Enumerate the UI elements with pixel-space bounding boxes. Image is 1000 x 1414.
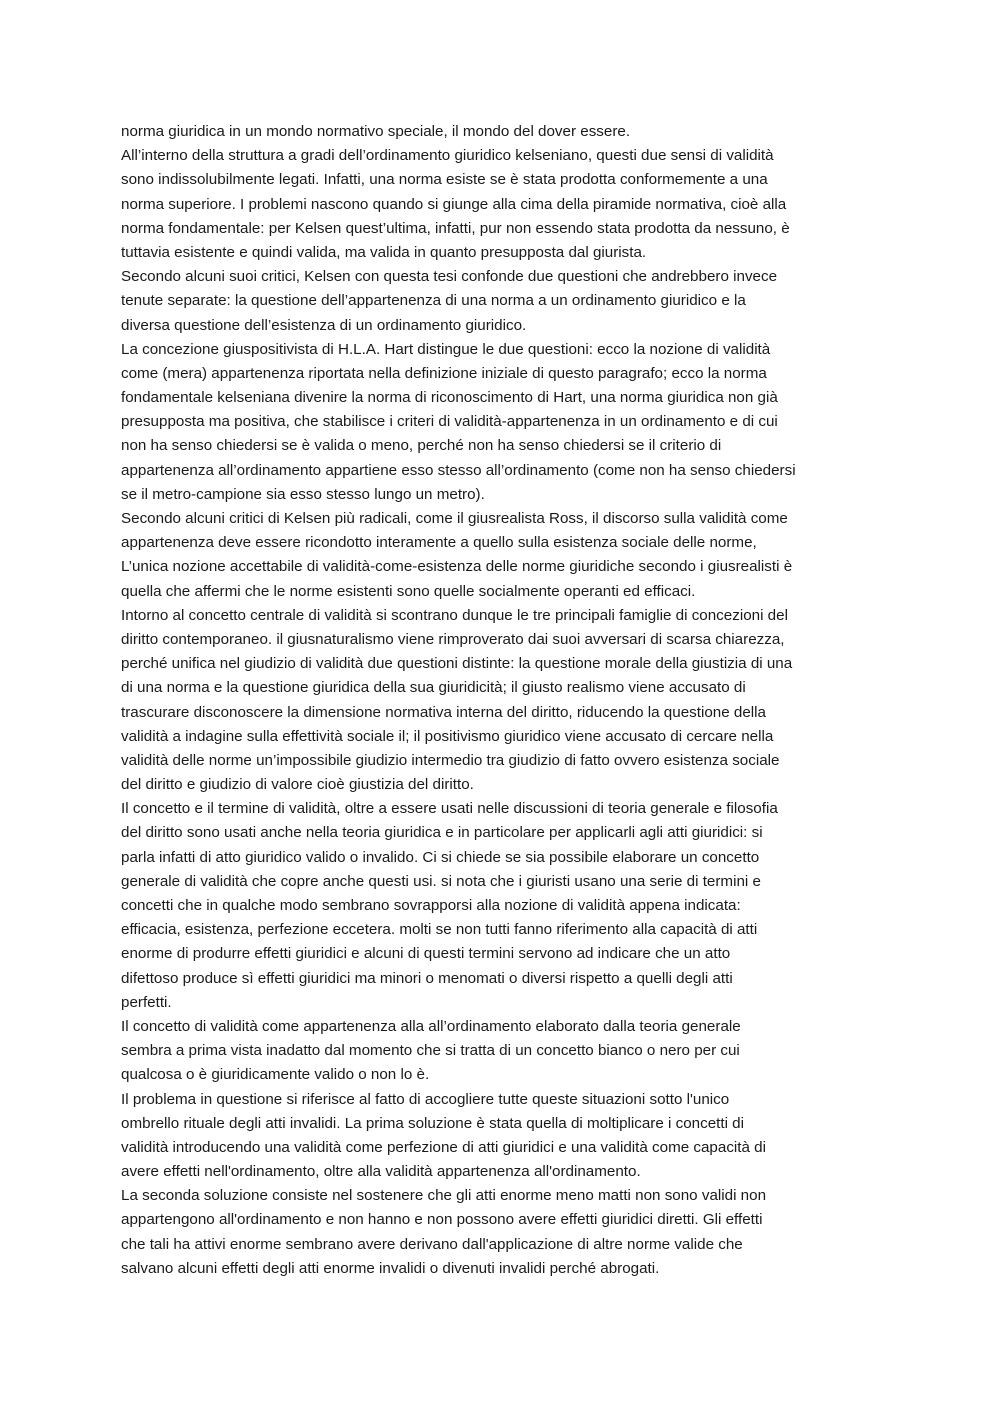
text-line: La seconda soluzione consiste nel sostenere che gli atti enorme meno matti non sono validi non <box>121 1187 767 1205</box>
text-line: sembra a prima vista inadatto dal momento che si tratta di un concetto bianco o nero per cui <box>121 1042 740 1060</box>
text-line: che tali ha attivi enorme sembrano avere derivano dall'applicazione di altre norme valide che <box>121 1235 743 1253</box>
text-line: validità introducendo una validità come perfezione di atti giuridici e una validità come capacità di <box>121 1138 767 1156</box>
text-line: norma fondamentale: per Kelsen quest’ultima, infatti, pur non essendo stata prodotta da nessuno, è <box>121 219 790 237</box>
text-line: salvano alcuni effetti degli atti enorme invalidi o divenuti invalidi perché abrogati. <box>121 1259 660 1277</box>
text-line: qualcosa o è giuridicamente valido o non lo è. <box>121 1066 430 1084</box>
text-line: appartengono all'ordinamento e non hanno e non possono avere effetti giuridici diretti. Gli effetti <box>121 1211 763 1229</box>
text-line: Il concetto e il termine di validità, oltre a essere usati nelle discussioni di teoria generale e filosofia <box>121 800 778 818</box>
text-line: perfetti. <box>121 993 172 1011</box>
text-line: del diritto e giudizio di valore cioè giustizia del diritto. <box>121 776 474 794</box>
text-line: Secondo alcuni suoi critici, Kelsen con questa tesi confonde due questioni che andrebbero invece <box>121 268 778 286</box>
text-line: tenute separate: la questione dell’appartenenza di una norma a un ordinamento giuridico e la <box>121 292 746 310</box>
text-line: Intorno al concetto centrale di validità si scontrano dunque le tre principali famiglie di concezioni del <box>121 606 788 624</box>
text-line: appartenenza all’ordinamento appartiene esso stesso all’ordinamento (come non ha senso chiedersi <box>121 461 796 479</box>
text-line: ombrello rituale degli atti invalidi. La prima soluzione è stata quella di moltiplicare i concetti di <box>121 1114 745 1132</box>
text-line: norma giuridica in un mondo normativo speciale, il mondo del dover essere. <box>121 123 631 140</box>
text-line: All’interno della struttura a gradi dell’ordinamento giuridico kelseniano, questi due sensi di validità <box>121 147 774 165</box>
text-line: presupposta ma positiva, che stabilisce i criteri di validità-appartenenza in un ordinamento e di cui <box>121 413 778 431</box>
text-line: parla infatti di atto giuridico valido o invalido. Ci si chiede se sia possibile elaborare un concetto <box>121 848 760 866</box>
text-line: tuttavia esistente e quindi valida, ma valida in quanto presupposta dal giurista. <box>121 243 647 261</box>
text-line: di una norma e la questione giuridica della sua giuridicità; il giusto realismo viene accusato di <box>121 679 746 697</box>
text-line: del diritto sono usati anche nella teoria giuridica e in particolare per applicarli agli atti giuridici: si <box>121 824 763 842</box>
text-line: Secondo alcuni critici di Kelsen più radicali, come il giusrealista Ross, il discorso sulla validità come <box>121 510 788 527</box>
text-line: trascurare disconoscere la dimensione normativa interna del diritto, riducendo la questione della <box>121 703 766 721</box>
text-line: diritto contemporaneo. il giusnaturalismo viene rimproverato dai suoi avversari di scarsa chiarezza, <box>121 630 785 648</box>
text-line: norma superiore. I problemi nascono quando si giunge alla cima della piramide normativa, cioè alla <box>121 195 787 213</box>
text-line: sono indissolubilmente legati. Infatti, una norma esiste se è stata prodotta conformemente a una <box>121 171 768 189</box>
text-line: validità a indagine sulla effettività sociale il; il positivismo giuridico viene accusato di cercare nella <box>121 727 774 745</box>
body-text <box>121 120 881 1281</box>
text-line: generale di validità che copre anche questi usi. si nota che i giuristi usano una serie di termini e <box>121 872 761 890</box>
text-line: L’unica nozione accettabile di validità-come-esistenza delle norme giuridiche secondo i giusrealisti è <box>121 558 793 576</box>
text-line: efficacia, esistenza, perfezione eccetera. molti se non tutti fanno riferimento alla capacità di atti <box>121 921 758 939</box>
text-line: come (mera) appartenenza riportata nella definizione iniziale di questo paragrafo; ecco la norma <box>121 364 767 382</box>
text-line: perché unifica nel giudizio di validità due questioni distinte: la questione morale della giustizia di una <box>121 655 793 673</box>
text-line: quella che affermi che le norme esistenti sono quelle socialmente operanti ed efficaci. <box>121 582 696 600</box>
text-line: avere effetti nell'ordinamento, oltre alla validità appartenenza all'ordinamento. <box>121 1163 641 1181</box>
text-line: Il problema in questione si riferisce al fatto di accogliere tutte queste situazioni sotto l'unico <box>121 1090 730 1108</box>
text-line: fondamentale kelseniana divenire la norma di riconoscimento di Hart, una norma giuridica non già <box>121 389 778 407</box>
text-line: diversa questione dell’esistenza di un ordinamento giuridico. <box>121 316 527 334</box>
text-line: concetti che in qualche modo sembrano sovrapporsi alla nozione di validità appena indicata: <box>121 897 741 914</box>
text-line: difettoso produce sì effetti giuridici ma minori o menomati o diversi rispetto a quelli degli atti <box>121 969 733 987</box>
text-line: se il metro-campione sia esso stesso lungo un metro). <box>121 485 485 503</box>
text-line: non ha senso chiedersi se è valida o meno, perché non ha senso chiedersi se il criterio di <box>121 437 722 455</box>
text-line: validità delle norme un’impossibile giudizio intermedio tra giudizio di fatto ovvero esistenza sociale <box>121 751 780 769</box>
text-line: enorme di produrre effetti giuridici e alcuni di questi termini servono ad indicare che un atto <box>121 945 731 963</box>
text-line: La concezione giuspositivista di H.L.A. Hart distingue le due questioni: ecco la nozione di validità <box>121 340 771 358</box>
text-line: Il concetto di validità come appartenenza alla all’ordinamento elaborato dalla teoria generale <box>121 1017 741 1035</box>
text-line: appartenenza deve essere ricondotto interamente a quello sulla esistenza sociale delle norme, <box>121 534 757 552</box>
